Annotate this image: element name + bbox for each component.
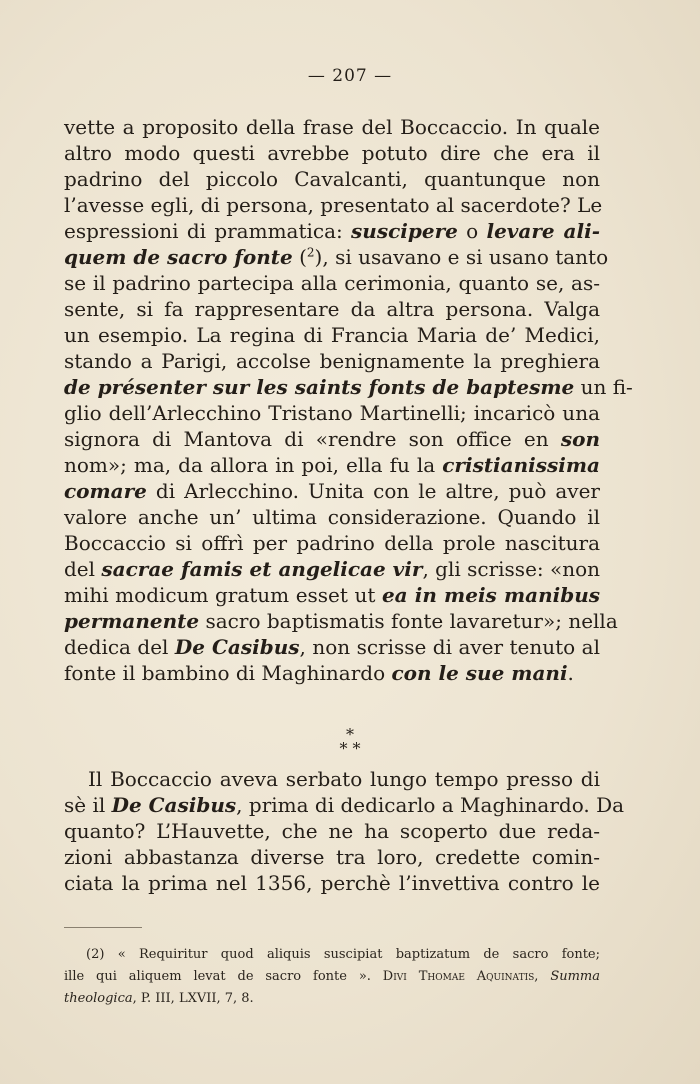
text-line — [64, 400, 600, 426]
text-run: signora di Mantova di «rendre son office en — [64, 427, 561, 451]
text-line — [64, 660, 600, 686]
text-run: ), si usavano e si usano tanto — [314, 245, 609, 269]
asterism-separator — [0, 725, 700, 758]
text-line — [64, 870, 600, 896]
text-line — [64, 582, 600, 608]
text-line — [64, 374, 633, 400]
italic-phrase: cristianissima — [442, 453, 600, 477]
footnote-divider — [64, 927, 142, 928]
text-line — [64, 140, 600, 166]
text-run: zioni abbastanza diverse tra loro, credette comin- — [64, 845, 600, 869]
text-run: Boccaccio si offrì per padrino della prole nascitura — [64, 531, 600, 555]
text-line — [64, 556, 600, 582]
text-line — [64, 270, 600, 296]
text-run: fonte il bambino di Maghinardo — [64, 661, 392, 685]
text-line — [64, 504, 600, 530]
text-run: Il Boccaccio aveva serbato lungo tempo presso di — [88, 767, 600, 791]
footnote-line-3 — [64, 988, 600, 1010]
footnote-ref[interactable]: 2 — [306, 245, 315, 260]
text-run: padrino del piccolo Cavalcanti, quantunque non — [64, 167, 600, 191]
paragraph-1 — [64, 114, 633, 686]
footnote-title-start: Summa — [550, 969, 600, 984]
text-run: del — [64, 557, 102, 581]
text-run: quanto? L’Hauvette, che ne ha scoperto due reda- — [64, 819, 600, 843]
text-line — [64, 296, 600, 322]
text-line — [64, 634, 600, 660]
text-run: , non scrisse di aver tenuto al — [299, 635, 600, 659]
footnote-reference: , P. III, LXVII, 7, 8. — [132, 991, 254, 1006]
text-line — [64, 426, 600, 452]
text-run: sente, si fa rappresentare da altra persona. Valga — [64, 297, 600, 321]
text-run: espressioni di prammatica: — [64, 219, 352, 243]
text-run: , prima di dedicarlo a Maghinardo. Da — [236, 793, 625, 817]
footnote-marker: (2) — [86, 947, 105, 962]
text-line — [64, 114, 600, 140]
footnote-title-end: theologica — [64, 991, 133, 1006]
text-line — [64, 818, 600, 844]
text-run: l’avesse egli, di persona, presentato al sacerdote? Le — [64, 193, 603, 217]
italic-phrase: de présenter sur les saints fonts de baptesme — [64, 375, 575, 399]
text-run: valore anche un’ ultima considerazione. Quando il — [64, 505, 600, 529]
text-run: . — [567, 661, 574, 685]
text-line — [64, 530, 600, 556]
text-run: se il padrino partecipa alla cerimonia, quanto se, as- — [64, 271, 600, 295]
text-run: dedica del — [64, 635, 175, 659]
footnote-line-2 — [64, 966, 600, 988]
text-run: altro modo questi avrebbe potuto dire che era il — [64, 141, 600, 165]
text-run: stando a Parigi, accolse benignamente la preghiera — [64, 349, 600, 373]
text-run: , gli scrisse: «non — [422, 557, 601, 581]
text-line — [64, 322, 600, 348]
text-line — [64, 166, 600, 192]
footnote-line-1 — [64, 944, 600, 966]
paragraph-2 — [64, 766, 625, 896]
text-line — [64, 192, 603, 218]
text-line — [64, 608, 618, 634]
text-run: un fi- — [574, 375, 633, 399]
footnote-author: Divi Thomae Aquinatis — [382, 969, 535, 984]
text-line — [64, 218, 600, 244]
text-line — [64, 844, 600, 870]
italic-phrase: De Casibus — [111, 793, 237, 817]
italic-phrase: levare ali- — [486, 219, 600, 243]
italic-phrase: comare — [64, 479, 147, 503]
text-run: nom»; ma, da allora in poi, ella fu la — [64, 453, 443, 477]
asterism-bottom: * * — [339, 739, 361, 758]
footnote — [64, 944, 600, 1010]
text-run: sacro baptismatis fonte lavaretur»; nella — [199, 609, 618, 633]
italic-phrase: con le sue mani — [391, 661, 568, 685]
text-run: di Arlecchino. Unita con le altre, può aver — [146, 479, 600, 503]
italic-phrase: De Casibus — [174, 635, 300, 659]
text-line — [64, 792, 625, 818]
italic-phrase: son — [560, 427, 600, 451]
text-line — [64, 478, 600, 504]
text-run: o — [457, 219, 487, 243]
text-run: un esempio. La regina di Francia Maria de’ Medici, — [64, 323, 600, 347]
footnote-quote-end: ille qui aliquem levat de sacro fonte ». — [64, 969, 383, 984]
text-line — [64, 348, 600, 374]
footnote-quote: « Requiritur quod aliquis suscipiat baptizatum de sacro fonte; — [117, 947, 601, 962]
page-number: — 207 — — [307, 66, 393, 86]
text-run: sè il — [64, 793, 112, 817]
footnote-sep: , — [534, 969, 551, 984]
text-run: vette a proposito della frase del Boccaccio. In quale — [64, 115, 600, 139]
italic-phrase: suscipere — [351, 219, 458, 243]
italic-phrase: ea in meis manibus — [381, 583, 600, 607]
text-line — [64, 766, 600, 792]
text-run: glio dell’Arlecchino Tristano Martinelli; incaricò una — [64, 401, 600, 425]
italic-phrase: permanente — [64, 609, 200, 633]
text-line — [64, 452, 600, 478]
asterism-top: * — [346, 725, 354, 744]
text-run: ( — [292, 245, 307, 269]
text-line — [64, 244, 609, 270]
text-run: mihi modicum gratum esset ut — [64, 583, 382, 607]
italic-phrase: quem de sacro fonte — [64, 245, 293, 269]
italic-phrase: sacrae famis et angelicae vir — [101, 557, 423, 581]
text-run: ciata la prima nel 1356, perchè l’invettiva contro le — [64, 871, 600, 895]
